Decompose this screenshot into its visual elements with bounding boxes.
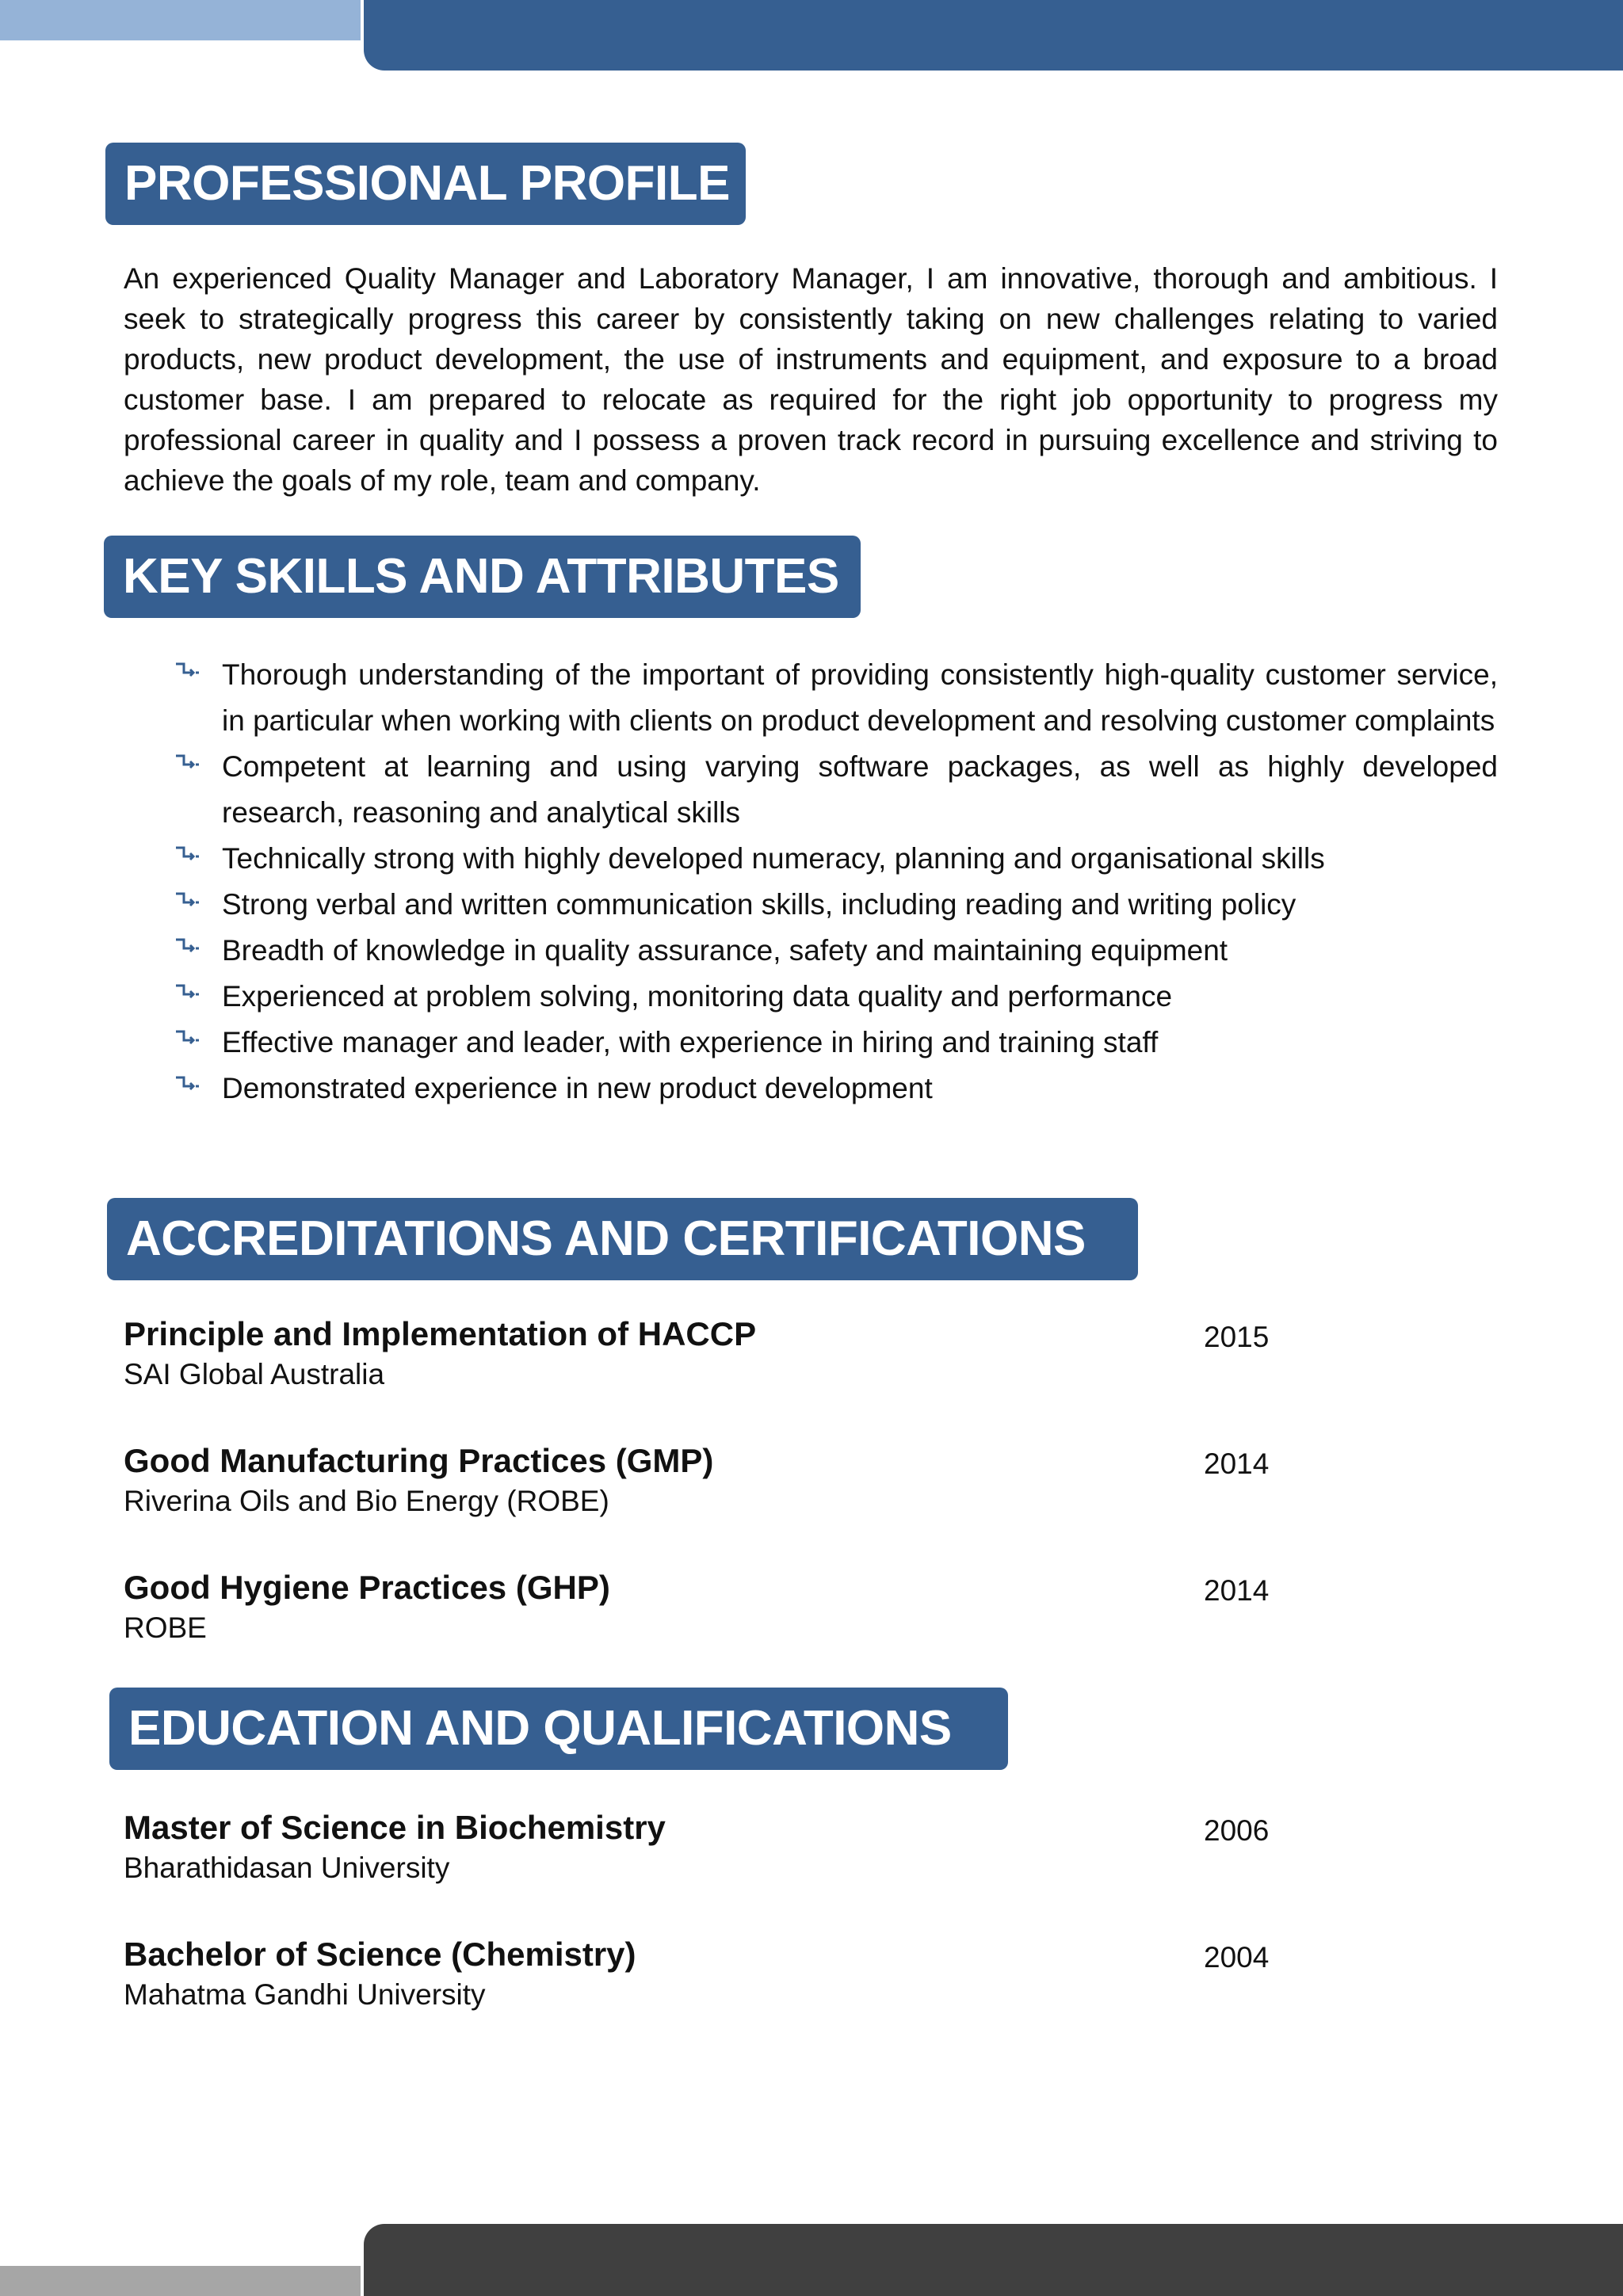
education-org: Mahatma Gandhi University xyxy=(124,1978,486,2011)
arrow-bullet-icon xyxy=(174,1029,200,1050)
accreditation-entry xyxy=(124,1567,1273,1648)
education-title: Bachelor of Science (Chemistry) xyxy=(124,1936,636,1973)
arrow-bullet-icon xyxy=(174,662,200,682)
education-year: 2006 xyxy=(1204,1814,1270,1847)
accreditation-year: 2014 xyxy=(1204,1574,1270,1607)
header-accent-bar-light xyxy=(0,0,361,40)
accreditation-title: Good Manufacturing Practices (GMP) xyxy=(124,1442,714,1479)
education-year: 2004 xyxy=(1204,1941,1270,1974)
education-org: Bharathidasan University xyxy=(124,1852,450,1884)
skill-item xyxy=(174,928,1498,974)
accreditation-title: Principle and Implementation of HACCP xyxy=(124,1315,757,1352)
education-entry xyxy=(124,1934,1273,2015)
accreditation-org: ROBE xyxy=(124,1611,207,1644)
accreditation-org: SAI Global Australia xyxy=(124,1358,385,1390)
accreditation-entry xyxy=(124,1440,1273,1521)
skill-text: Strong verbal and written communication skills, including reading and writing policy xyxy=(222,888,1296,921)
skill-item xyxy=(174,882,1498,928)
profile-text: An experienced Quality Manager and Laboratory Manager, I am innovative, thorough and ambitious. I seek to strategically progress this career by consistently taking on new challenges relating to varied products, new product development, the use of instruments and equipment, and exposure to a broad customer base. I am prepared to relocate as required for the right job opportunity to progress my professional career in quality and I possess a proven track record in pursuing excellence and striving to achieve the goals of my role, team and company. xyxy=(124,262,1498,497)
skill-text: Demonstrated experience in new product development xyxy=(222,1072,933,1104)
skill-item xyxy=(174,744,1498,836)
skill-text: Breadth of knowledge in quality assurance, safety and maintaining equipment xyxy=(222,934,1228,967)
arrow-bullet-icon xyxy=(174,845,200,866)
arrow-bullet-icon xyxy=(174,983,200,1004)
arrow-bullet-icon xyxy=(174,1075,200,1096)
skill-text: Effective manager and leader, with experience in hiring and training staff xyxy=(222,1026,1159,1058)
arrow-bullet-icon xyxy=(174,937,200,958)
skill-item xyxy=(174,1020,1498,1066)
skills-list xyxy=(174,652,1498,1112)
skill-item xyxy=(174,1066,1498,1112)
footer-accent-bar-light xyxy=(0,2266,361,2296)
accreditation-org: Riverina Oils and Bio Energy (ROBE) xyxy=(124,1485,609,1517)
accreditation-year: 2015 xyxy=(1204,1321,1270,1353)
skill-text: Technically strong with highly developed numeracy, planning and organisational skills xyxy=(222,842,1325,875)
skill-text: Competent at learning and using varying software packages, as well as highly developed research, reasoning and analytical skills xyxy=(222,750,1498,829)
skill-text: Experienced at problem solving, monitoring data quality and performance xyxy=(222,980,1173,1013)
skill-item xyxy=(174,652,1498,744)
accreditation-year: 2014 xyxy=(1204,1447,1270,1480)
skills-heading: KEY SKILLS AND ATTRIBUTES xyxy=(104,536,861,618)
accreditation-title: Good Hygiene Practices (GHP) xyxy=(124,1569,610,1606)
accreditation-entry xyxy=(124,1314,1273,1394)
skill-text: Thorough understanding of the important of providing consistently high-quality customer service, in particular when working with clients on product development and resolving customer complaints xyxy=(222,658,1498,737)
footer-accent-bar xyxy=(364,2224,1623,2296)
skill-item xyxy=(174,974,1498,1020)
arrow-bullet-icon xyxy=(174,753,200,774)
education-entry xyxy=(124,1807,1273,1888)
profile-heading: PROFESSIONAL PROFILE xyxy=(105,143,746,225)
skill-item xyxy=(174,836,1498,882)
education-heading: EDUCATION AND QUALIFICATIONS xyxy=(109,1688,1008,1770)
header-accent-bar xyxy=(364,0,1623,71)
arrow-bullet-icon xyxy=(174,891,200,912)
education-title: Master of Science in Biochemistry xyxy=(124,1809,666,1846)
accreditations-heading: ACCREDITATIONS AND CERTIFICATIONS xyxy=(107,1198,1138,1280)
